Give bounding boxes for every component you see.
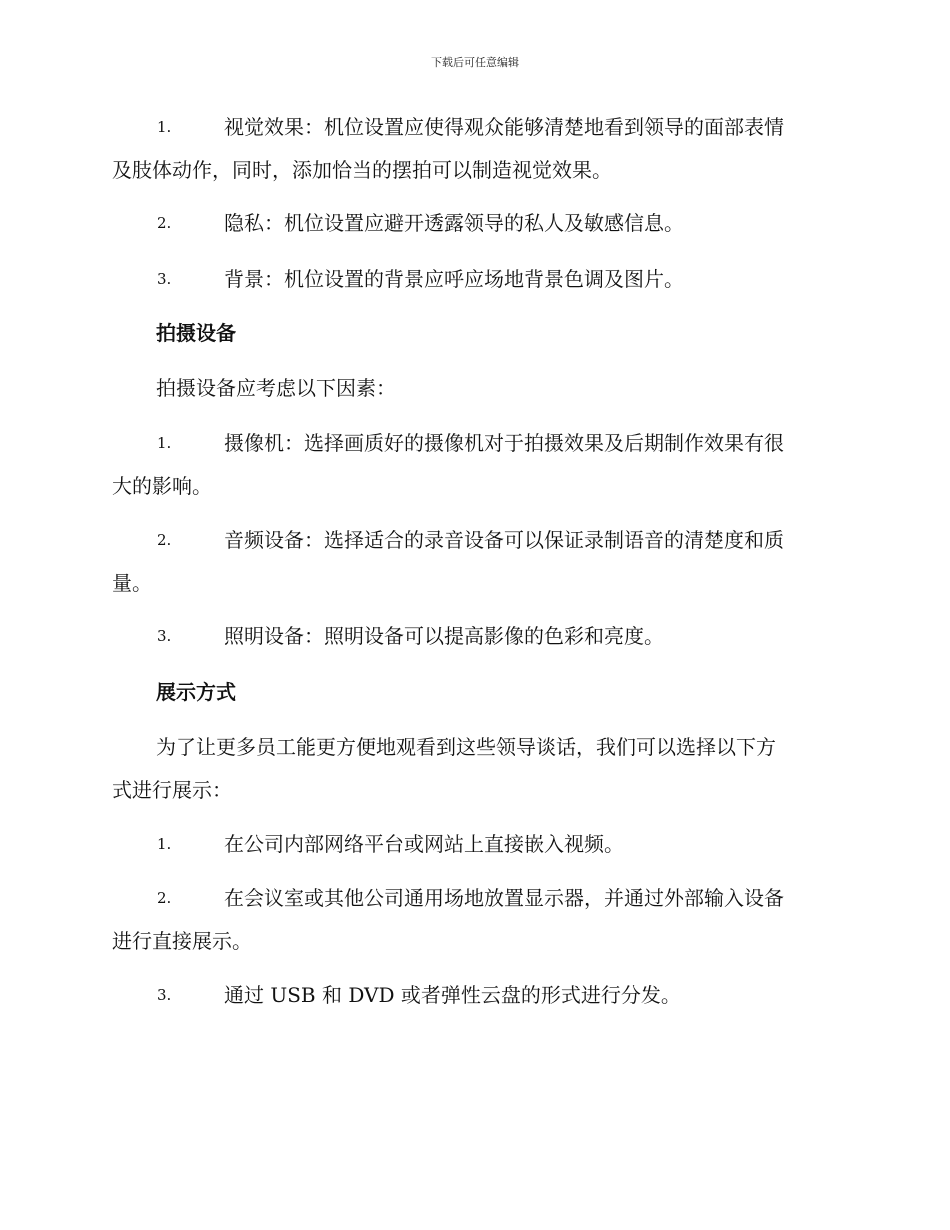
section-intro [112, 726, 834, 812]
list-number: 1. [157, 118, 172, 136]
list-number: 2. [157, 214, 172, 232]
list-text: 隐私：机位设置应避开透露领导的私人及敏感信息。 [224, 211, 684, 235]
list-number: 3. [157, 270, 172, 288]
list-number: 2. [157, 531, 172, 549]
list-text-continued: 及肢体动作，同时，添加恰当的摆拍可以制造视觉效果。 [112, 158, 612, 182]
list-item [112, 519, 834, 605]
list-number: 3. [157, 986, 172, 1004]
list-text-continued: 量。 [112, 571, 152, 595]
section-intro [112, 367, 834, 410]
list-text: 在公司内部网络平台或网站上直接嵌入视频。 [224, 832, 624, 856]
intro-text: 为了让更多员工能更方便地观看到这些领导谈话，我们可以选择以下方 [156, 735, 776, 759]
section-heading: 展示方式 [156, 680, 236, 704]
list-item [112, 823, 834, 866]
list-text-continued: 大的影响。 [112, 474, 212, 498]
list-item [112, 422, 834, 508]
intro-text-continued: 式进行展示： [112, 778, 232, 802]
list-item [112, 202, 834, 245]
list-item [112, 974, 834, 1017]
list-text: 摄像机：选择画质好的摄像机对于拍摄效果及后期制作效果有很 [224, 431, 784, 455]
list-text: 音频设备：选择适合的录音设备可以保证录制语音的清楚度和质 [224, 528, 784, 552]
list-text: 在会议室或其他公司通用场地放置显示器，并通过外部输入设备 [224, 886, 784, 910]
list-item [112, 615, 834, 658]
list-text-continued: 进行直接展示。 [112, 929, 252, 953]
list-item [112, 877, 834, 963]
list-text: 照明设备：照明设备可以提高影像的色彩和亮度。 [224, 624, 664, 648]
list-item [112, 106, 834, 192]
page-header: 下载后可任意编辑 [431, 56, 519, 69]
intro-text: 拍摄设备应考虑以下因素： [156, 376, 396, 400]
list-number: 1. [157, 434, 172, 452]
list-number: 2. [157, 889, 172, 907]
list-text: 视觉效果：机位设置应使得观众能够清楚地看到领导的面部表情 [224, 115, 784, 139]
list-item [112, 258, 834, 301]
list-text: 通过 USB 和 DVD 或者弹性云盘的形式进行分发。 [224, 983, 681, 1007]
list-number: 3. [157, 627, 172, 645]
list-text: 背景：机位设置的背景应呼应场地背景色调及图片。 [224, 267, 684, 291]
list-number: 1. [157, 835, 172, 853]
section-heading: 拍摄设备 [156, 321, 236, 345]
